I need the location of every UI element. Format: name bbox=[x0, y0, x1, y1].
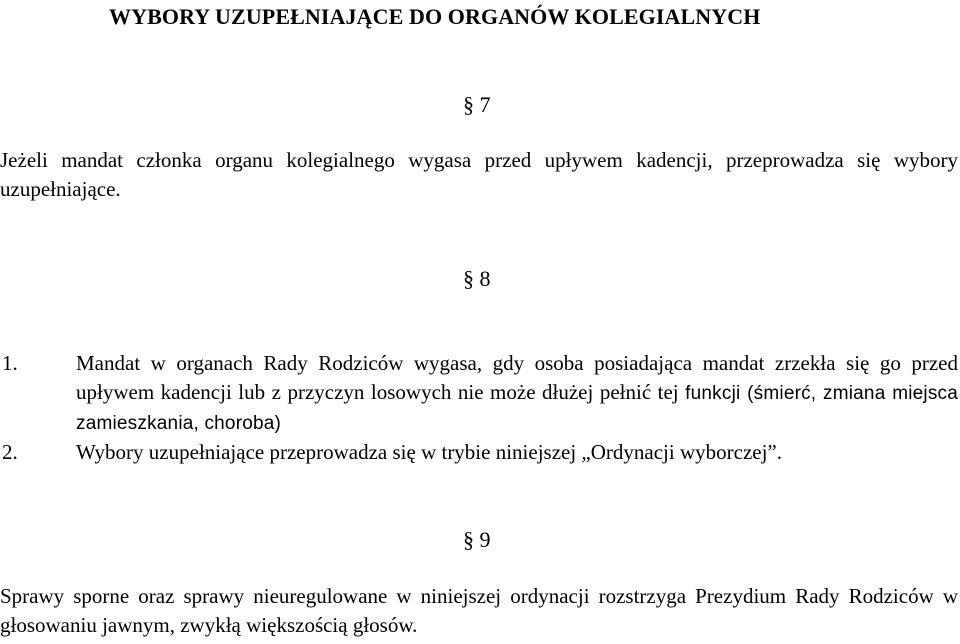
list-item-text bbox=[76, 349, 958, 438]
list-item-text-tail: funkcji (śmierć, zmiana miejsca zamieszkania, choroba) bbox=[76, 383, 959, 434]
section-8-list bbox=[0, 349, 958, 467]
section-7-heading: § 7 bbox=[463, 92, 491, 117]
list-item-number: 2. bbox=[2, 440, 18, 464]
list-item-text: Wybory uzupełniające przeprowadza się w trybie niniejszej „Ordynacji wyborczej”. bbox=[76, 440, 783, 464]
list-item-text-main: Mandat w organach Rady Rodziców wygasa, gdy osoba posiadająca mandat zrzekła się go przed upływem kadencji lub z przyczyn losowych nie może dłużej pełnić tej bbox=[76, 351, 958, 404]
section-9-heading: § 9 bbox=[463, 527, 491, 552]
section-7-paragraph: Jeżeli mandat członka organu kolegialnego wygasa przed upływem kadencji, przeprowadza się wybory uzupełniające. bbox=[0, 148, 958, 201]
document-title: WYBORY UZUPEŁNIAJĄCE DO ORGANÓW KOLEGIALNYCH bbox=[109, 4, 761, 29]
section-9-paragraph: Sprawy sporne oraz sprawy nieuregulowane w niniejszej ordynacji rozstrzyga Prezydium Rady Rodziców w głosowaniu jawnym, zwykłą większością głosów. bbox=[0, 584, 958, 637]
section-8-heading: § 8 bbox=[463, 266, 491, 291]
list-item-number: 1. bbox=[2, 351, 18, 375]
list-item bbox=[0, 349, 958, 438]
list-item bbox=[0, 438, 958, 467]
